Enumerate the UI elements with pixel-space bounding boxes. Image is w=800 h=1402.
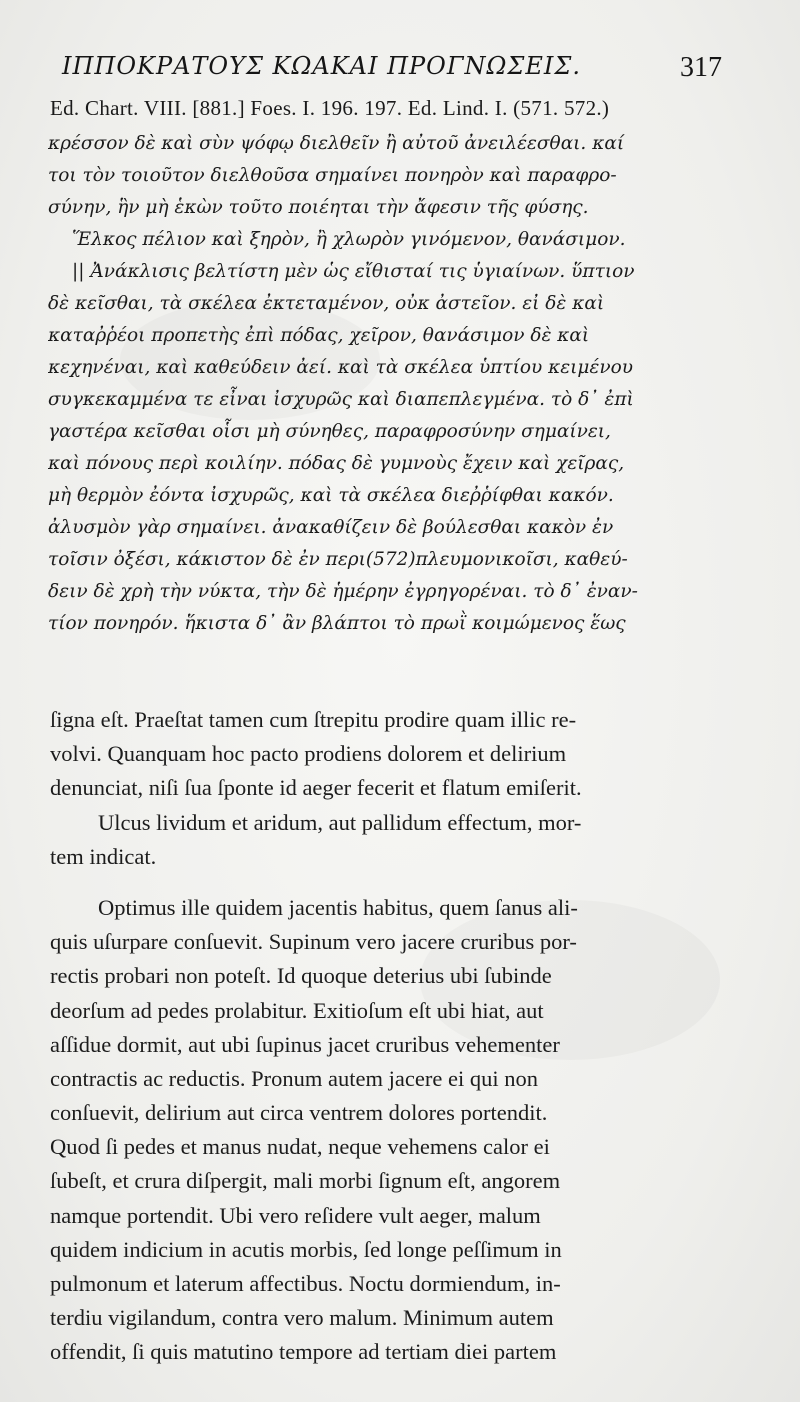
latin-line: quidem indicium in acutis morbis, ſed longe peſſimum in (50, 1236, 562, 1262)
page-number: 317 (680, 52, 722, 83)
latin-line: ſigna eſt. Praeſtat tamen cum ſtrepitu prodire quam illic re- (50, 707, 577, 732)
greek-line: δὲ κεῖσθαι, τὰ σκέλεα ἐκτεταμένον, οὐκ ἀστεῖον. εἰ δὲ καὶ (48, 293, 605, 314)
greek-line: καὶ πόνους περὶ κοιλίην. πόδας δὲ γυμνοὺς ἔχειν καὶ χεῖρας, (48, 453, 625, 474)
greek-line: Ἕλκος πέλιον καὶ ξηρὸν, ἢ χλωρὸν γινόμενον, θανάσιμον. (72, 229, 626, 250)
edition-reference-line: Ed. Chart. VIII. [881.] Foes. I. 196. 197. Ed. Lind. I. (571. 572.) (50, 96, 610, 120)
latin-line: Quod ſi pedes et manus nudat, neque vehemens calor ei (50, 1134, 550, 1160)
greek-line: κεχηνέναι, καὶ καθεύδειν ἀεί. καὶ τὰ σκέλεα ὑπτίου κειμένου (48, 357, 633, 378)
latin-line: terdiu vigilandum, contra vero malum. Minimum autem (50, 1305, 554, 1331)
greek-line: τίον πονηρόν. ἥκιστα δ᾽ ἂν βλάπτοι τὸ πρωῒ κοιμώμενος ἕως (48, 613, 626, 634)
latin-line: ſubeſt, et crura diſpergit, mali morbi ſignum eſt, angorem (50, 1168, 561, 1194)
latin-line: tem indicat. (50, 843, 157, 869)
latin-line: rectis probari non poteſt. Id quoque deterius ubi ſubinde (50, 963, 552, 989)
greek-line: σύνην, ἣν μὴ ἑκὼν τοῦτο ποιέηται τὴν ἄφεσιν τῆς φύσης. (48, 197, 589, 218)
latin-line: contractis ac reductis. Pronum autem jacere ei qui non (50, 1065, 538, 1091)
latin-line: conſuevit, delirium aut circa ventrem dolores portendit. (50, 1100, 548, 1126)
greek-line: τοῖσιν ὀξέσι, κάκιστον δὲ ἐν περι(572)πλευμονικοῖσι, καθεύ- (48, 549, 628, 570)
greek-line: συγκεκαμμένα τε εἶναι ἰσχυρῶς καὶ διαπεπλεγμένα. τὸ δ᾽ ἐπὶ (48, 389, 634, 410)
latin-line: quis uſurpare conſuevit. Supinum vero jacere cruribus por- (50, 929, 577, 955)
latin-line: deorſum ad pedes prolabitur. Exitioſum eſt ubi hiat, aut (50, 997, 544, 1023)
latin-line: pulmonum et laterum affectibus. Noctu dormiendum, in- (50, 1271, 561, 1296)
greek-line: || Ἀνάκλισις βελτίστη μὲν ὡς εἴθισταί τις ὑγιαίνων. ὕπτιον (72, 261, 635, 282)
latin-line: namque portendit. Ubi vero reſidere vult aeger, malum (50, 1202, 541, 1228)
greek-line: γαστέρα κεῖσθαι οἷσι μὴ σύνηθες, παραφροσύνην σημαίνει, (48, 421, 611, 442)
latin-line: Ulcus lividum et aridum, aut pallidum effectum, mor- (98, 809, 582, 835)
section-gap (48, 686, 698, 687)
greek-line: μὴ θερμὸν ἐόντα ἰσχυρῶς, καὶ τὰ σκέλεα διεῤῥίφθαι κακόν. (48, 485, 614, 506)
latin-line: offendit, ſi quis matutino tempore ad tertiam diei partem (50, 1339, 557, 1365)
greek-line: ἀλυσμὸν γὰρ σημαίνει. ἀνακαθίζειν δὲ βούλεσθαι κακὸν ἐν (48, 517, 614, 538)
paragraph-spacer (50, 874, 700, 891)
latin-line: denunciat, niſi ſua ſponte id aeger fecerit et flatum emiſerit. (50, 775, 582, 801)
latin-line: volvi. Quanquam hoc pacto prodiens dolorem et delirium (50, 741, 567, 767)
latin-line: Optimus ille quidem jacentis habitus, quem ſanus ali- (98, 894, 578, 920)
greek-line: καταῤῥέοι προπετὴς ἐπὶ πόδας, χεῖρον, θανάσιμον δὲ καὶ (48, 325, 590, 346)
latin-line: aſſidue dormit, aut ubi ſupinus jacet cruribus vehementer (50, 1031, 560, 1057)
greek-line: κρέσσον δὲ καὶ σὺν ψόφῳ διελθεῖν ἢ αὐτοῦ ἀνειλέεσθαι. καί (48, 133, 625, 154)
greek-line: δειν δὲ χρὴ τὴν νύκτα, τὴν δὲ ἡμέρην ἐγρηγορέναι. τὸ δ᾽ ἐναν- (48, 581, 638, 602)
latin-text-block (50, 703, 700, 1370)
running-head (62, 52, 722, 92)
greek-line: τοι τὸν τοιοῦτον διελθοῦσα σημαίνει πονηρὸν καὶ παραφρο- (48, 165, 617, 186)
running-head-title: ΙΠΠΟΚΡΑΤΟΥΣ ΚΩΑΚΑΙ ΠΡΟΓΝΩΣΕΙΣ. (62, 52, 581, 80)
greek-text-block (48, 128, 698, 640)
